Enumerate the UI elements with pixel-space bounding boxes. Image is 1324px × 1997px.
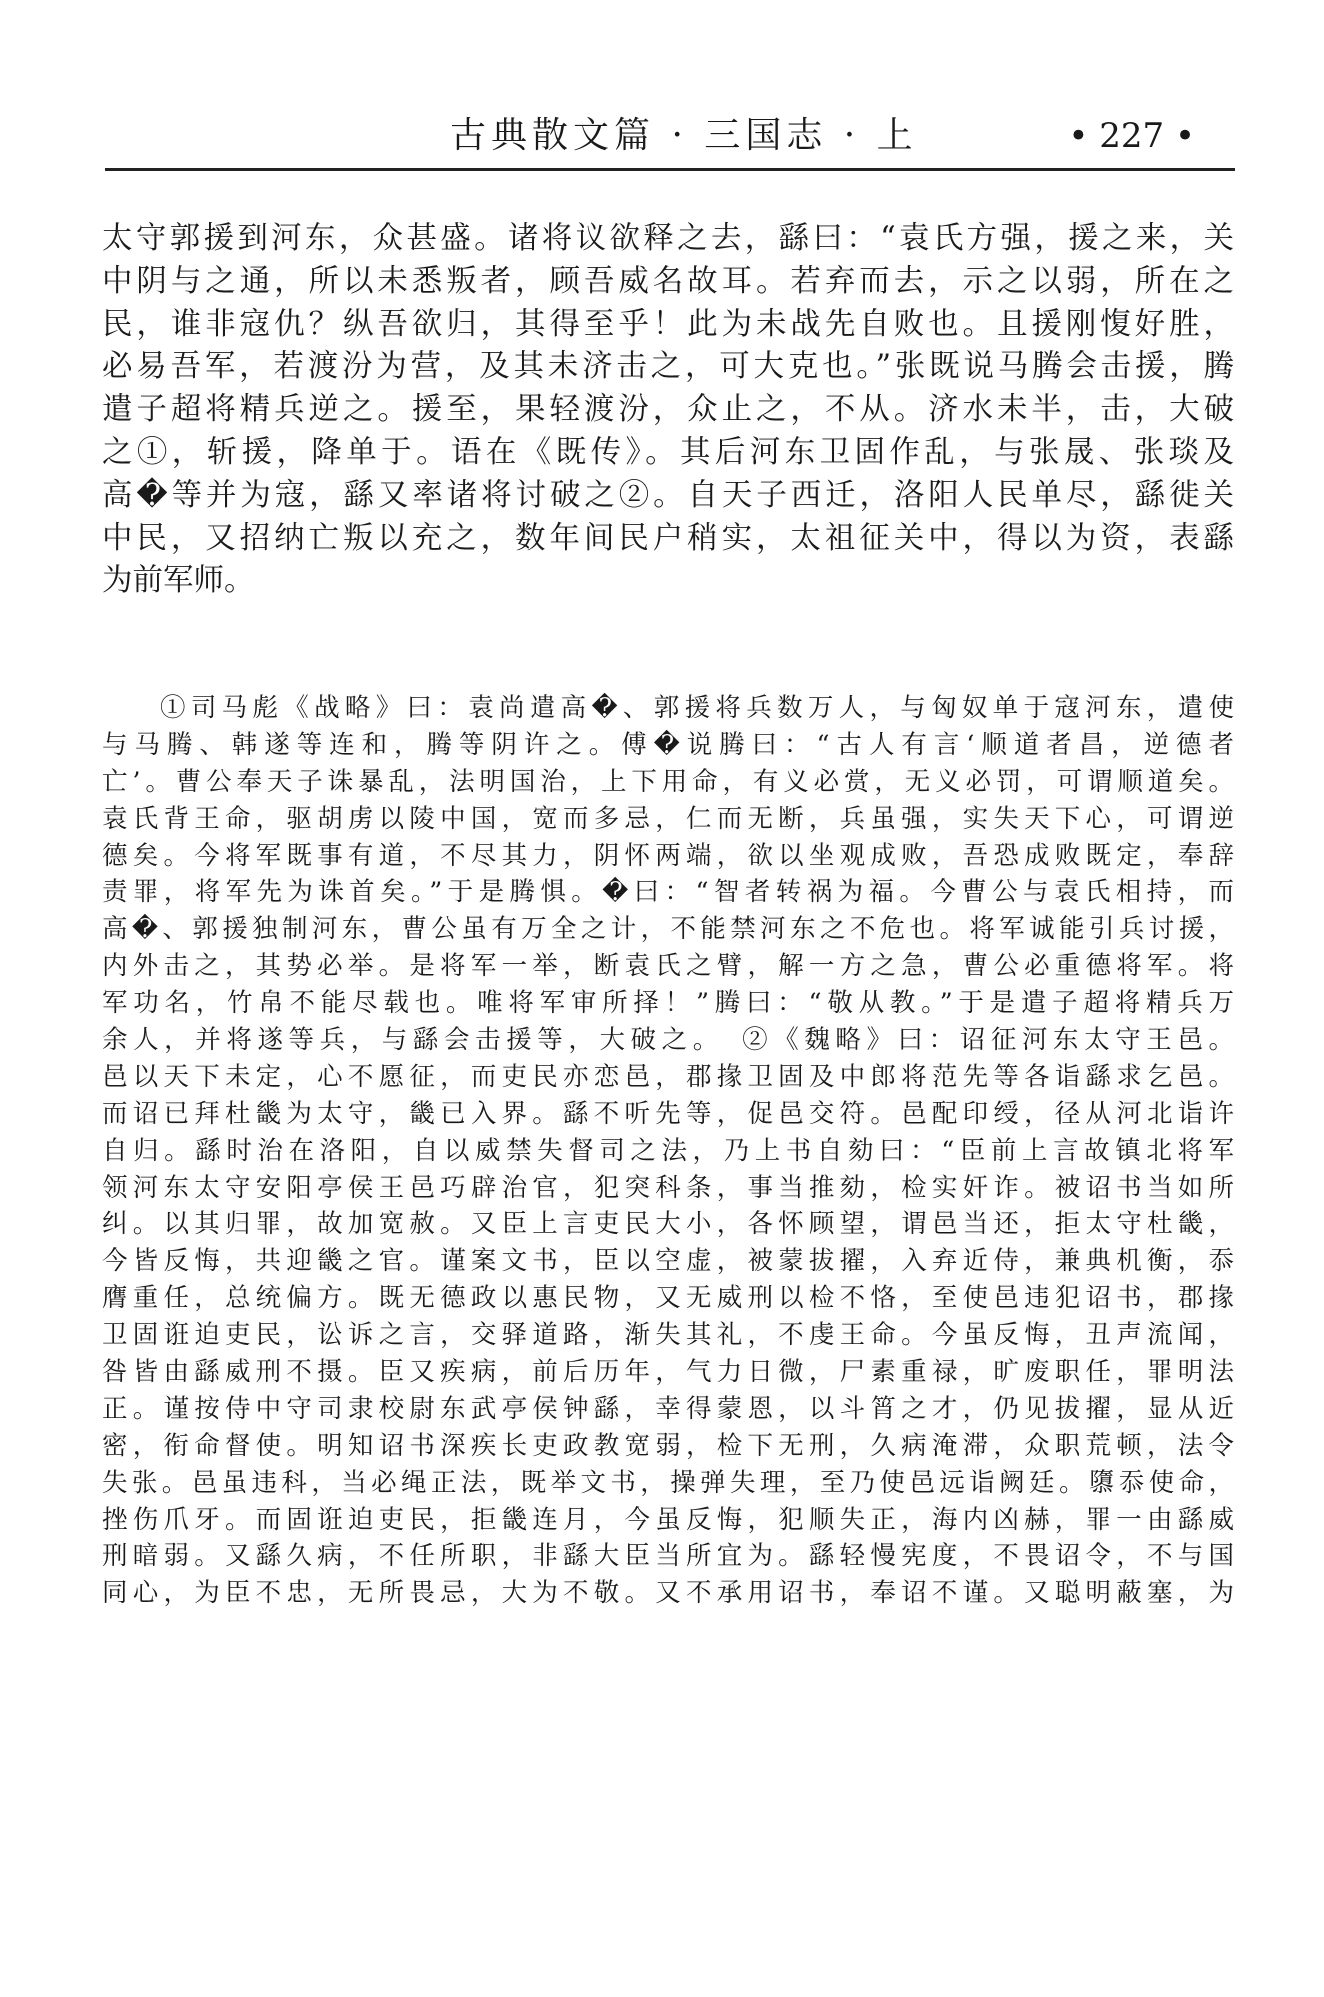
note-line: 亡’。曹公奉天子诛暴乱，法明国治，上下用命，有义必赏，无义必罚，可谓顺道矣。	[102, 766, 1234, 797]
note-line: 挫伤爪牙。而固诳迫吏民，拒畿连月，今虽反悔，犯顺失正，海内凶赫，罪一由繇威	[102, 1504, 1234, 1535]
main-text-line: 中民，又招纳亡叛以充之，数年间民户稍实，太祖征关中，得以为资，表繇	[102, 520, 1234, 556]
main-text-line: 必易吾军，若渡汾为营，及其未济击之，可大克也。”张既说马腾会击援，腾	[102, 349, 1234, 385]
note-line: 内外击之，其势必举。是将军一举，断袁氏之臂，解一方之急，曹公必重德将军。将	[102, 951, 1234, 982]
page-header	[105, 112, 1235, 160]
running-title: 古典散文篇 · 三国志 · 上	[450, 115, 918, 156]
note-line: 领河东太守安阳亭侯王邑巧辟治官，犯突科条，事当推劾，检实奸诈。被诏书当如所	[102, 1172, 1234, 1203]
note-line: 今皆反悔，共迎畿之官。谨案文书，臣以空虚，被蒙拔擢，入弃近侍，兼典机衡，忝	[102, 1246, 1234, 1277]
note-line: 正。谨按侍中守司隶校尉东武亭侯钟繇，幸得蒙恩，以斗筲之才，仍见拔擢，显从近	[102, 1393, 1234, 1424]
note-line: 纠。以其归罪，故加宽赦。又臣上言吏民大小，各怀顾望，谓邑当还，拒太守杜畿，	[102, 1209, 1234, 1240]
main-text-line: 为前军师。	[102, 563, 255, 599]
page-number: • 227 •	[1068, 116, 1195, 156]
main-text-line: 之①，斩援，降单于。语在《既传》。其后河东卫固作乱，与张晟、张琰及	[102, 434, 1234, 470]
annotations	[102, 690, 1234, 1612]
note-line: 自归。繇时治在洛阳，自以威禁失督司之法，乃上书自劾曰：“臣前上言故镇北将军	[102, 1135, 1234, 1166]
main-text	[102, 218, 1234, 603]
note-line: 高�、郭援独制河东，曹公虽有万全之计，不能禁河东之不危也。将军诚能引兵讨援，	[102, 914, 1234, 945]
note-line: 邑以天下未定，心不愿征，而吏民亦恋邑，郡掾卫固及中郎将范先等各诣繇求乞邑。	[102, 1061, 1234, 1092]
note-line: 咎皆由繇威刑不摄。臣又疾病，前后历年，气力日微，尸素重禄，旷废职任，罪明法	[102, 1357, 1234, 1388]
main-text-line: 遣子超将精兵逆之。援至，果轻渡汾，众止之，不从。济水未半，击，大破	[102, 392, 1234, 428]
main-text-line: 民，谁非寇仇？纵吾欲归，其得至乎！此为未战先自败也。且援刚愎好胜，	[102, 306, 1234, 342]
main-text-line: 中阴与之通，所以未悉叛者，顾吾威名故耳。若弃而去，示之以弱，所在之	[102, 263, 1234, 299]
note-line: 而诏已拜杜畿为太守，畿已入界。繇不听先等，促邑交符。邑配印绶，径从河北诣许	[102, 1098, 1234, 1129]
note-line: 袁氏背王命，驱胡虏以陵中国，宽而多忌，仁而无断，兵虽强，实失天下心，可谓逆	[102, 803, 1234, 834]
note-line: 膺重任，总统偏方。既无德政以惠民物，又无威刑以检不恪，至使邑违犯诏书，郡掾	[102, 1283, 1234, 1314]
note-line: 与马腾、韩遂等连和，腾等阴许之。傅�说腾曰：“古人有言‘顺道者昌，逆德者	[102, 729, 1234, 760]
note-line: 密，衔命督使。明知诏书深疾长吏政教宽弱，检下无刑，久病淹滞，众职荒顿，法令	[102, 1430, 1234, 1461]
note-line: 卫固诳迫吏民，讼诉之言，交驿道路，渐失其礼，不虔王命。今虽反悔，丑声流闻，	[102, 1320, 1234, 1351]
note-line: 责罪，将军先为诛首矣。”于是腾惧。�曰：“智者转祸为福。今曹公与袁氏相持，而	[102, 877, 1234, 908]
note-line: 同心，为臣不忠，无所畏忌，大为不敬。又不承用诏书，奉诏不谨。又聪明蔽塞，为	[102, 1578, 1234, 1609]
note-line: 失张。邑虽违科，当必绳正法，既举文书，操弹失理，至乃使邑远诣阙廷。隳忝使命，	[102, 1467, 1234, 1498]
note-line: 军功名，竹帛不能尽载也。唯将军审所择！”腾曰：“敬从教。”于是遣子超将精兵万	[102, 988, 1234, 1019]
note-line: 余人，并将遂等兵，与繇会击援等，大破之。 ②《魏略》曰：诏征河东太守王邑。	[102, 1025, 1234, 1056]
note-line: 德矣。今将军既事有道，不尽其力，阴怀两端，欲以坐观成败，吾恐成败既定，奉辞	[102, 840, 1234, 871]
note-line: ①司马彪《战略》曰：袁尚遣高�、郭援将兵数万人，与匈奴单于寇河东，遣使	[160, 693, 1234, 723]
main-text-line: 高�等并为寇，繇又率诸将讨破之②。自天子西迁，洛阳人民单尽，繇徙关	[102, 477, 1234, 513]
note-line: 刑暗弱。又繇久病，不任所职，非繇大臣当所宜为。繇轻慢宪度，不畏诏令，不与国	[102, 1541, 1234, 1572]
header-rule	[105, 168, 1235, 171]
main-text-line: 太守郭援到河东，众甚盛。诸将议欲释之去，繇曰：“袁氏方强，援之来，关	[102, 221, 1234, 256]
